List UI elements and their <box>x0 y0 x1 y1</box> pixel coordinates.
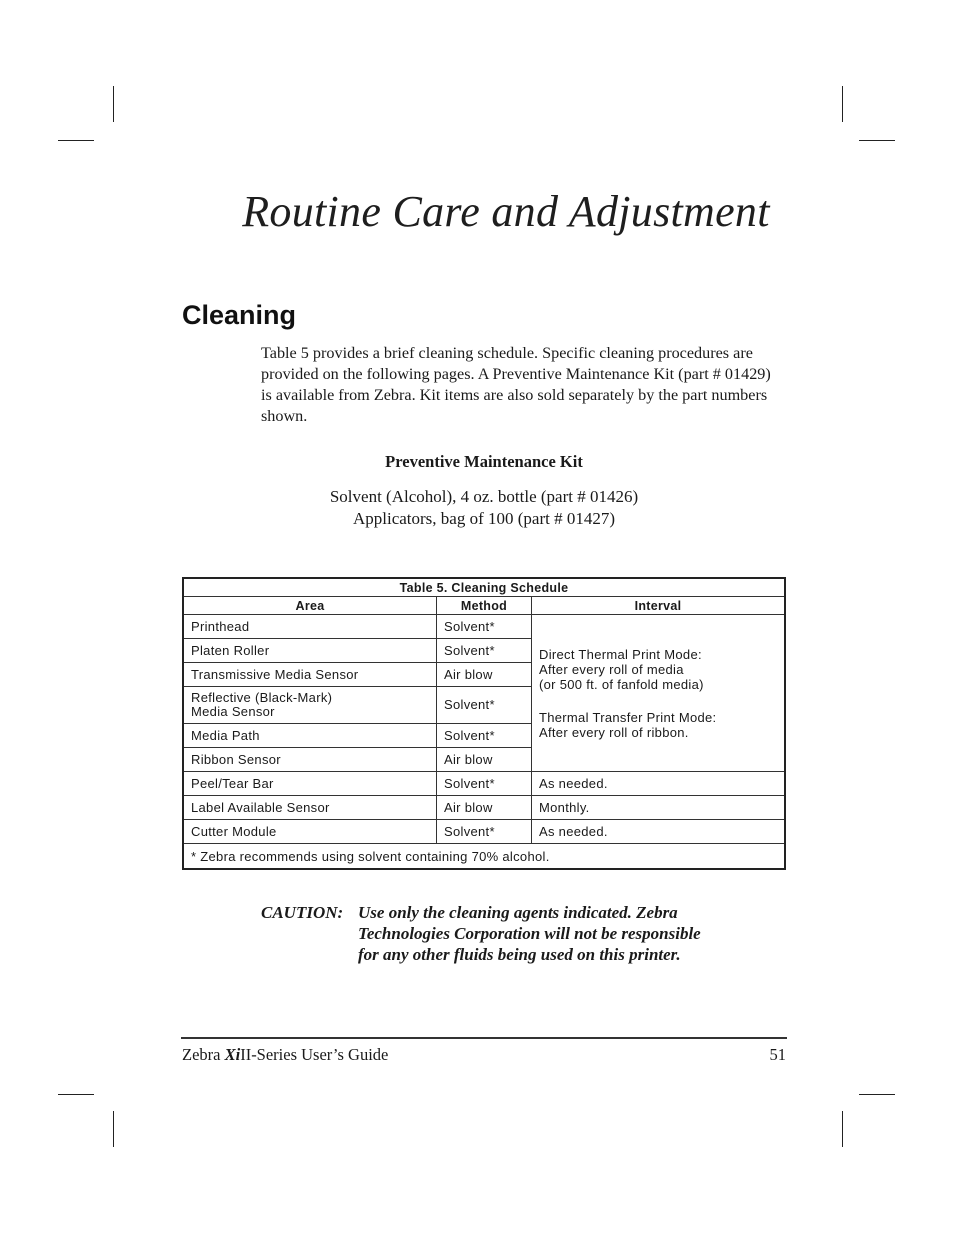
footer-guide-suffix: II-Series User’s Guide <box>240 1045 389 1064</box>
method-cell: Solvent* <box>437 687 532 724</box>
area-cell: Media Path <box>183 724 437 748</box>
method-cell: Solvent* <box>437 772 532 796</box>
area-cell <box>183 687 437 724</box>
area-line: Reflective (Black-Mark) <box>191 690 333 705</box>
crop-mark <box>113 86 114 122</box>
method-cell: Solvent* <box>437 724 532 748</box>
interval-cell: As needed. <box>532 820 786 844</box>
area-line: Media Sensor <box>191 704 275 719</box>
crop-mark <box>58 140 94 141</box>
table-footnote: * Zebra recommends using solvent containing 70% alcohol. <box>183 844 785 870</box>
crop-mark <box>842 86 843 122</box>
method-cell: Air blow <box>437 796 532 820</box>
method-cell: Solvent* <box>437 820 532 844</box>
crop-mark <box>58 1094 94 1095</box>
method-cell: Air blow <box>437 748 532 772</box>
table-row <box>183 796 785 820</box>
area-cell: Transmissive Media Sensor <box>183 663 437 687</box>
table-row <box>183 615 785 639</box>
page-number: 51 <box>769 1045 786 1064</box>
cleaning-schedule-table <box>182 577 786 870</box>
footer-model: Xi <box>224 1045 241 1064</box>
crop-mark <box>113 1111 114 1147</box>
footer-rule <box>181 1037 787 1039</box>
caution-line: Technologies Corporation will not be responsible <box>358 924 701 943</box>
kit-title: Preventive Maintenance Kit <box>385 452 583 471</box>
interval-line: (or 500 ft. of fanfold media) <box>539 676 704 692</box>
column-header-area: Area <box>183 597 437 615</box>
caution-label: CAUTION: <box>261 903 344 922</box>
area-cell: Platen Roller <box>183 639 437 663</box>
crop-mark <box>842 1111 843 1147</box>
spacer <box>539 692 777 710</box>
table-caption: Table 5. Cleaning Schedule <box>183 578 785 597</box>
area-cell: Peel/Tear Bar <box>183 772 437 796</box>
section-heading: Cleaning <box>182 300 297 330</box>
method-cell: Solvent* <box>437 639 532 663</box>
crop-mark <box>859 140 895 141</box>
area-cell: Printhead <box>183 615 437 639</box>
chapter-title: Routine Care and Adjustment <box>242 187 770 236</box>
method-cell: Air blow <box>437 663 532 687</box>
interval-line: Direct Thermal Print Mode: <box>539 646 702 662</box>
caution-line: Use only the cleaning agents indicated. Zebra <box>358 903 678 922</box>
area-cell: Cutter Module <box>183 820 437 844</box>
column-header-interval: Interval <box>532 597 786 615</box>
column-header-method: Method <box>437 597 532 615</box>
table-row <box>183 772 785 796</box>
interval-cell: Monthly. <box>532 796 786 820</box>
kit-item: Solvent (Alcohol), 4 oz. bottle (part # 01426) <box>329 487 639 506</box>
table-row <box>183 820 785 844</box>
crop-mark <box>859 1094 895 1095</box>
kit-item: Applicators, bag of 100 (part # 01427) <box>352 509 616 528</box>
caution-line: for any other fluids being used on this printer. <box>358 945 681 964</box>
footer-guide-title <box>182 1045 388 1065</box>
method-cell: Solvent* <box>437 615 532 639</box>
interval-line: After every roll of media <box>539 661 684 677</box>
footer-brand: Zebra <box>182 1045 225 1064</box>
interval-cell-merged <box>532 615 786 772</box>
area-cell: Label Available Sensor <box>183 796 437 820</box>
interval-cell: As needed. <box>532 772 786 796</box>
interval-line: After every roll of ribbon. <box>539 724 689 740</box>
area-cell: Ribbon Sensor <box>183 748 437 772</box>
intro-paragraph: Table 5 provides a brief cleaning schedule. Specific cleaning procedures are provided on the following pages. A Preventive Maintenance Kit (part # 01429) is available from Zebra. Kit items are also sold separately by the part numbers shown. <box>261 344 771 425</box>
interval-line: Thermal Transfer Print Mode: <box>539 709 717 725</box>
caution-text <box>358 902 778 965</box>
